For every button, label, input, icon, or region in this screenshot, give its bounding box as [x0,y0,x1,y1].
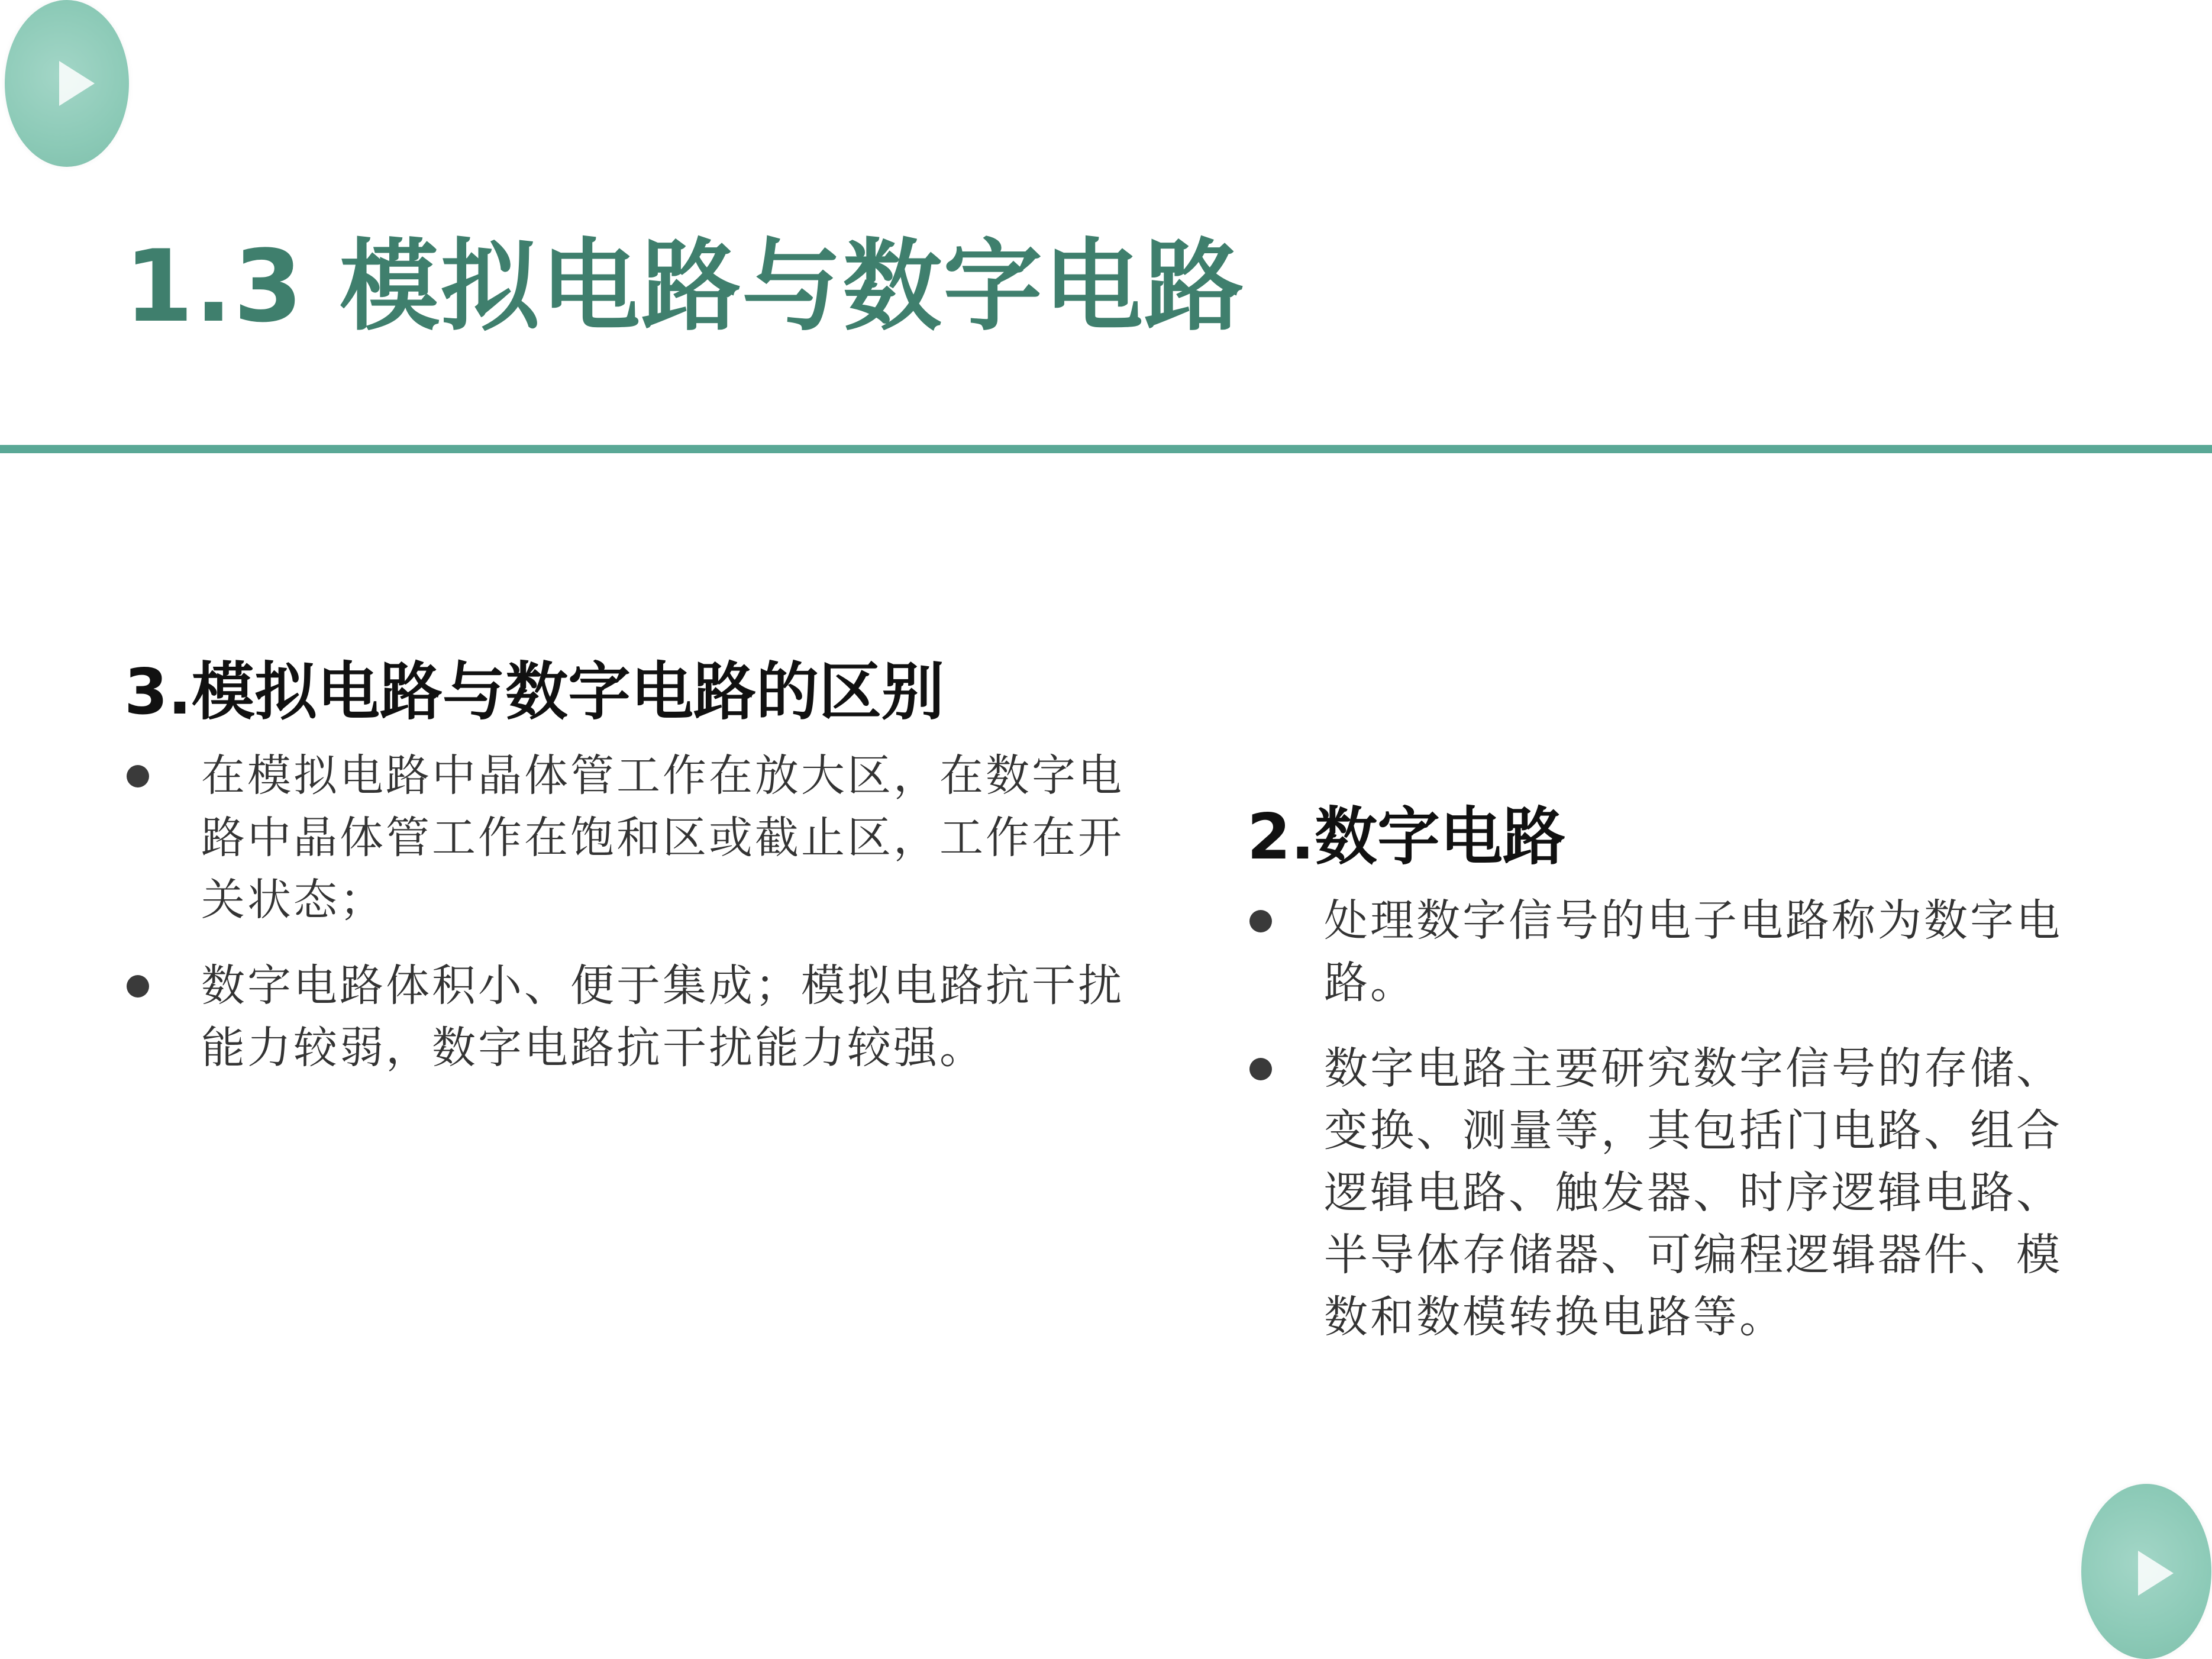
nav-previous-button[interactable] [5,0,129,167]
list-item [124,745,1165,931]
section-heading-digital-circuit: 2.数字电路 [1247,801,1566,873]
bullet-list-differences [124,745,1165,1079]
list-item [1247,890,2087,1014]
bullet-list-digital-circuit [1247,890,2087,1348]
list-item-text: 数字电路主要研究数字信号的存储、变换、测量等，其包括门电路、组合逻辑电路、触发器、时序逻辑电路、半导体存储器、可编程逻辑器件、模数和数模转换电路等。 [1324,1043,2062,1342]
slide-title: 1.3 模拟电路与数字电路 [124,228,1245,344]
list-item-text: 数字电路体积小、便于集成；模拟电路抗干扰能力较弱，数字电路抗干扰能力较强。 [201,960,1124,1073]
play-arrow-icon [59,61,95,106]
bullet-dot-icon [1249,1058,1272,1080]
bullet-dot-icon [1249,910,1272,932]
list-item [1247,1038,2087,1348]
section-analog-vs-digital [124,654,1165,1103]
list-item-text: 处理数字信号的电子电路称为数字电路。 [1324,895,2062,1008]
list-item-text: 在模拟电路中晶体管工作在放大区，在数字电路中晶体管工作在饱和区或截止区，工作在开关状态； [201,750,1124,925]
section-heading-differences: 3.模拟电路与数字电路的区别 [124,656,945,728]
nav-next-button[interactable] [2081,1484,2211,1659]
list-item [124,955,1165,1079]
bullet-dot-icon [127,765,149,787]
bullet-dot-icon [127,975,149,998]
play-arrow-icon [2138,1551,2174,1596]
section-digital-circuit [1247,799,2087,1372]
title-divider [0,445,2212,453]
